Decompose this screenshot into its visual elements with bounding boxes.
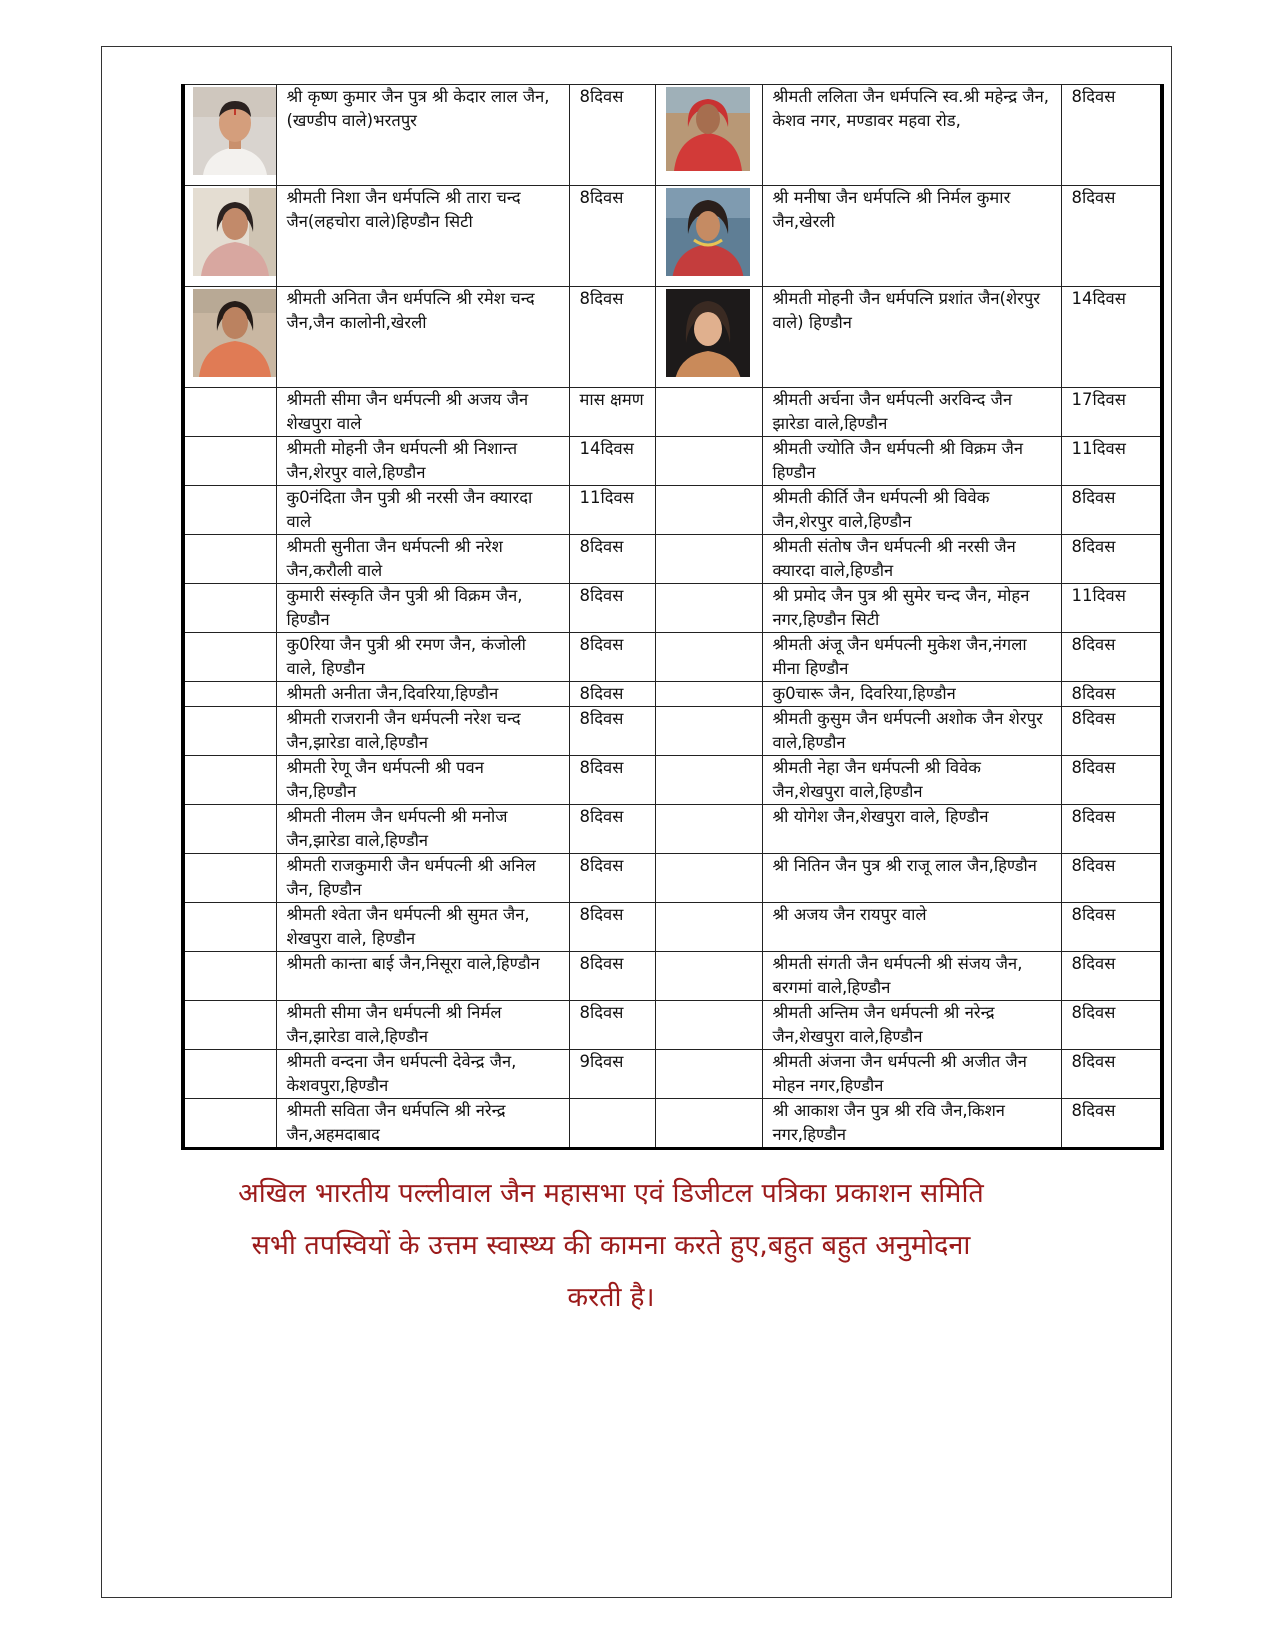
tapasvi-name: श्रीमती सीमा जैन धर्मपत्नी श्री निर्मल जैन,झारेडा वाले,हिण्डौन: [276, 1001, 569, 1050]
photo-cell: [183, 535, 276, 584]
tapasya-days: 8दिवस: [1061, 854, 1162, 903]
tapasvi-name: श्री प्रमोद जैन पुत्र श्री सुमेर चन्द जैन, मोहन नगर,हिण्डौन सिटी: [762, 584, 1061, 633]
photo-cell: [183, 85, 276, 186]
tapasya-days: 8दिवस: [569, 535, 655, 584]
tapasya-days: 8दिवस: [1061, 85, 1162, 186]
photo-cell: [655, 854, 762, 903]
photo-cell: [183, 854, 276, 903]
tapasvi-name: श्रीमती वन्दना जैन धर्मपत्नी देवेन्द्र जैन, केशवपुरा,हिण्डौन: [276, 1050, 569, 1099]
table-row: [183, 437, 1162, 486]
table-row: [183, 1050, 1162, 1099]
tapasvi-name: श्रीमती कीर्ति जैन धर्मपत्नी श्री विवेक जैन,शेरपुर वाले,हिण्डौन: [762, 486, 1061, 535]
photo-cell: [183, 1099, 276, 1149]
photo-cell: [655, 1099, 762, 1149]
tapasvi-name: श्रीमती अर्चना जैन धर्मपत्नी अरविन्द जैन झारेडा वाले,हिण्डौन: [762, 388, 1061, 437]
person-photo: [666, 188, 750, 276]
tapasya-days: 8दिवस: [569, 903, 655, 952]
table-row: [183, 756, 1162, 805]
tapasvi-name: श्रीमती अंजू जैन धर्मपत्नी मुकेश जैन,नंगला मीना हिण्डौन: [762, 633, 1061, 682]
person-photo: [666, 289, 750, 377]
photo-cell: [655, 287, 762, 388]
photo-cell: [183, 1050, 276, 1099]
tapasvi-name: श्रीमती अनिता जैन धर्मपत्नि श्री रमेश चन्द जैन,जैन कालोनी,खेरली: [276, 287, 569, 388]
tapasya-days: 8दिवस: [1061, 952, 1162, 1001]
table-row: [183, 186, 1162, 287]
table-row: [183, 854, 1162, 903]
footer-line: सभी तपस्वियों के उत्तम स्वास्थ्य की कामना करते हुए,बहुत बहुत अनुमोदना: [251, 1230, 971, 1261]
tapasya-days: 17दिवस: [1061, 388, 1162, 437]
anumodana-message: [181, 1168, 1041, 1324]
tapasya-days: 8दिवस: [1061, 186, 1162, 287]
person-photo: [193, 188, 276, 276]
tapasya-days: 8दिवस: [569, 584, 655, 633]
photo-cell: [655, 85, 762, 186]
tapasya-days: 8दिवस: [569, 85, 655, 186]
tapasya-days: 9दिवस: [569, 1050, 655, 1099]
table-row: [183, 1001, 1162, 1050]
footer-line: करती है।: [567, 1282, 655, 1313]
tapasya-days: 8दिवस: [569, 707, 655, 756]
table-row: [183, 633, 1162, 682]
tapasya-days: 8दिवस: [569, 682, 655, 707]
table-row: [183, 1099, 1162, 1149]
tapasya-days: [569, 1099, 655, 1149]
photo-cell: [183, 707, 276, 756]
tapasvi-name: श्रीमती मोहनी जैन धर्मपत्नि प्रशांत जैन(शेरपुर वाले) हिण्डौन: [762, 287, 1061, 388]
tapasvi-name: श्रीमती अंजना जैन धर्मपत्नी श्री अजीत जैन मोहन नगर,हिण्डौन: [762, 1050, 1061, 1099]
photo-cell: [183, 756, 276, 805]
tapasya-days: 8दिवस: [1061, 903, 1162, 952]
footer-line: अखिल भारतीय पल्लीवाल जैन महासभा एवं डिजीटल पत्रिका प्रकाशन समिति: [238, 1178, 984, 1209]
tapasvi-name: श्रीमती श्वेता जैन धर्मपत्नी श्री सुमत जैन, शेखपुरा वाले, हिण्डौन: [276, 903, 569, 952]
photo-cell: [183, 584, 276, 633]
photo-cell: [183, 903, 276, 952]
tapasvi-name: श्रीमती संतोष जैन धर्मपत्नी श्री नरसी जैन क्यारदा वाले,हिण्डौन: [762, 535, 1061, 584]
table-row: [183, 805, 1162, 854]
photo-cell: [183, 186, 276, 287]
tapasvi-name: श्रीमती मोहनी जैन धर्मपत्नी श्री निशान्त जैन,शेरपुर वाले,हिण्डौन: [276, 437, 569, 486]
tapasvi-name: श्रीमती सीमा जैन धर्मपत्नी श्री अजय जैन शेखपुरा वाले: [276, 388, 569, 437]
tapasya-days: मास क्षमण: [569, 388, 655, 437]
photo-cell: [183, 486, 276, 535]
tapasya-days: 8दिवस: [1061, 707, 1162, 756]
photo-cell: [183, 805, 276, 854]
tapasvi-name: श्री नितिन जैन पुत्र श्री राजू लाल जैन,हिण्डौन: [762, 854, 1061, 903]
photo-cell: [655, 437, 762, 486]
tapasvi-name: श्रीमती नीलम जैन धर्मपत्नी श्री मनोज जैन,झारेडा वाले,हिण्डौन: [276, 805, 569, 854]
tapasya-days: 8दिवस: [1061, 535, 1162, 584]
photo-cell: [655, 388, 762, 437]
tapasvi-name: श्रीमती अन्तिम जैन धर्मपत्नी श्री नरेन्द्र जैन,शेखपुरा वाले,हिण्डौन: [762, 1001, 1061, 1050]
tapasvi-name: कु0नंदिता जैन पुत्री श्री नरसी जैन क्यारदा वाले: [276, 486, 569, 535]
tapasya-days: 8दिवस: [1061, 1099, 1162, 1149]
tapasya-days: 8दिवस: [1061, 486, 1162, 535]
tapasvi-name: श्री योगेश जैन,शेखपुरा वाले, हिण्डौन: [762, 805, 1061, 854]
tapasvi-name: श्रीमती संगती जैन धर्मपत्नी श्री संजय जैन, बरगमां वाले,हिण्डौन: [762, 952, 1061, 1001]
tapasya-days: 8दिवस: [569, 287, 655, 388]
tapasya-days: 11दिवस: [1061, 437, 1162, 486]
tapasvi-name: कु0चारू जैन, दिवरिया,हिण्डौन: [762, 682, 1061, 707]
photo-cell: [655, 584, 762, 633]
table-row: [183, 682, 1162, 707]
photo-cell: [183, 952, 276, 1001]
photo-cell: [183, 633, 276, 682]
table-row: [183, 486, 1162, 535]
photo-cell: [655, 952, 762, 1001]
tapasvi-name: श्री अजय जैन रायपुर वाले: [762, 903, 1061, 952]
table-row: [183, 388, 1162, 437]
photo-cell: [655, 707, 762, 756]
table-row: [183, 535, 1162, 584]
tapasya-days: 8दिवस: [569, 1001, 655, 1050]
tapasvi-name: श्री आकाश जैन पुत्र श्री रवि जैन,किशन नगर,हिण्डौन: [762, 1099, 1061, 1149]
table-row: [183, 707, 1162, 756]
photo-cell: [183, 287, 276, 388]
photo-cell: [655, 756, 762, 805]
photo-cell: [655, 633, 762, 682]
table-row: [183, 903, 1162, 952]
photo-cell: [183, 682, 276, 707]
tapasvi-name: श्रीमती सविता जैन धर्मपत्नि श्री नरेन्द्र जैन,अहमदाबाद: [276, 1099, 569, 1149]
tapasya-days: 8दिवस: [569, 805, 655, 854]
tapasya-days: 8दिवस: [569, 186, 655, 287]
tapasvi-name: श्रीमती ललिता जैन धर्मपत्नि स्व.श्री महेन्द्र जैन, केशव नगर, मण्डावर महवा रोड,: [762, 85, 1061, 186]
tapasvi-name: श्रीमती कान्ता बाई जैन,निसूरा वाले,हिण्डौन: [276, 952, 569, 1001]
tapasvi-name: श्रीमती नेहा जैन धर्मपत्नी श्री विवेक जैन,शेखपुरा वाले,हिण्डौन: [762, 756, 1061, 805]
person-photo: [193, 87, 276, 175]
person-photo: [193, 289, 276, 377]
tapasya-days: 8दिवस: [1061, 1001, 1162, 1050]
tapasya-days: 8दिवस: [1061, 633, 1162, 682]
tapasya-days: 8दिवस: [1061, 682, 1162, 707]
tapasya-days: 8दिवस: [569, 854, 655, 903]
photo-cell: [655, 903, 762, 952]
tapasya-days: 14दिवस: [1061, 287, 1162, 388]
tapasvi-name: श्री मनीषा जैन धर्मपत्नि श्री निर्मल कुमार जैन,खेरली: [762, 186, 1061, 287]
tapasya-days: 8दिवस: [1061, 756, 1162, 805]
tapasya-days: 8दिवस: [569, 756, 655, 805]
photo-cell: [655, 682, 762, 707]
tapasvi-name: श्रीमती अनीता जैन,दिवरिया,हिण्डौन: [276, 682, 569, 707]
tapasvi-name: श्रीमती राजकुमारी जैन धर्मपत्नी श्री अनिल जैन, हिण्डौन: [276, 854, 569, 903]
photo-cell: [655, 486, 762, 535]
table-row: [183, 287, 1162, 388]
photo-cell: [655, 1001, 762, 1050]
tapasvi-name: कुमारी संस्कृति जैन पुत्री श्री विक्रम जैन, हिण्डौन: [276, 584, 569, 633]
tapasvi-name: श्रीमती राजरानी जैन धर्मपत्नी नरेश चन्द जैन,झारेडा वाले,हिण्डौन: [276, 707, 569, 756]
tapasya-days: 14दिवस: [569, 437, 655, 486]
photo-cell: [183, 388, 276, 437]
tapasya-days: 8दिवस: [569, 633, 655, 682]
photo-cell: [655, 535, 762, 584]
photo-cell: [655, 186, 762, 287]
tapasvi-name: कु0रिया जैन पुत्री श्री रमण जैन, कंजोली वाले, हिण्डौन: [276, 633, 569, 682]
tapasvi-name: श्रीमती रेणू जैन धर्मपत्नी श्री पवन जैन,हिण्डौन: [276, 756, 569, 805]
tapasvi-table: [181, 84, 1164, 1150]
photo-cell: [655, 805, 762, 854]
person-photo: [666, 87, 750, 175]
table-row: [183, 85, 1162, 186]
tapasvi-name: श्रीमती ज्योति जैन धर्मपत्नी श्री विक्रम जैन हिण्डौन: [762, 437, 1061, 486]
tapasya-days: 8दिवस: [1061, 1050, 1162, 1099]
tapasya-days: 11दिवस: [1061, 584, 1162, 633]
photo-cell: [655, 1050, 762, 1099]
table-row: [183, 952, 1162, 1001]
tapasvi-name: श्री कृष्ण कुमार जैन पुत्र श्री केदार लाल जैन,(खण्डीप वाले)भरतपुर: [276, 85, 569, 186]
tapasvi-name: श्रीमती निशा जैन धर्मपत्नि श्री तारा चन्द जैन(लहचोरा वाले)हिण्डौन सिटी: [276, 186, 569, 287]
tapasvi-name: श्रीमती सुनीता जैन धर्मपत्नी श्री नरेश जैन,करौली वाले: [276, 535, 569, 584]
tapasya-days: 8दिवस: [1061, 805, 1162, 854]
photo-cell: [183, 1001, 276, 1050]
tapasvi-name: श्रीमती कुसुम जैन धर्मपत्नी अशोक जैन शेरपुर वाले,हिण्डौन: [762, 707, 1061, 756]
tapasya-days: 8दिवस: [569, 952, 655, 1001]
tapasya-days: 11दिवस: [569, 486, 655, 535]
photo-cell: [183, 437, 276, 486]
table-row: [183, 584, 1162, 633]
